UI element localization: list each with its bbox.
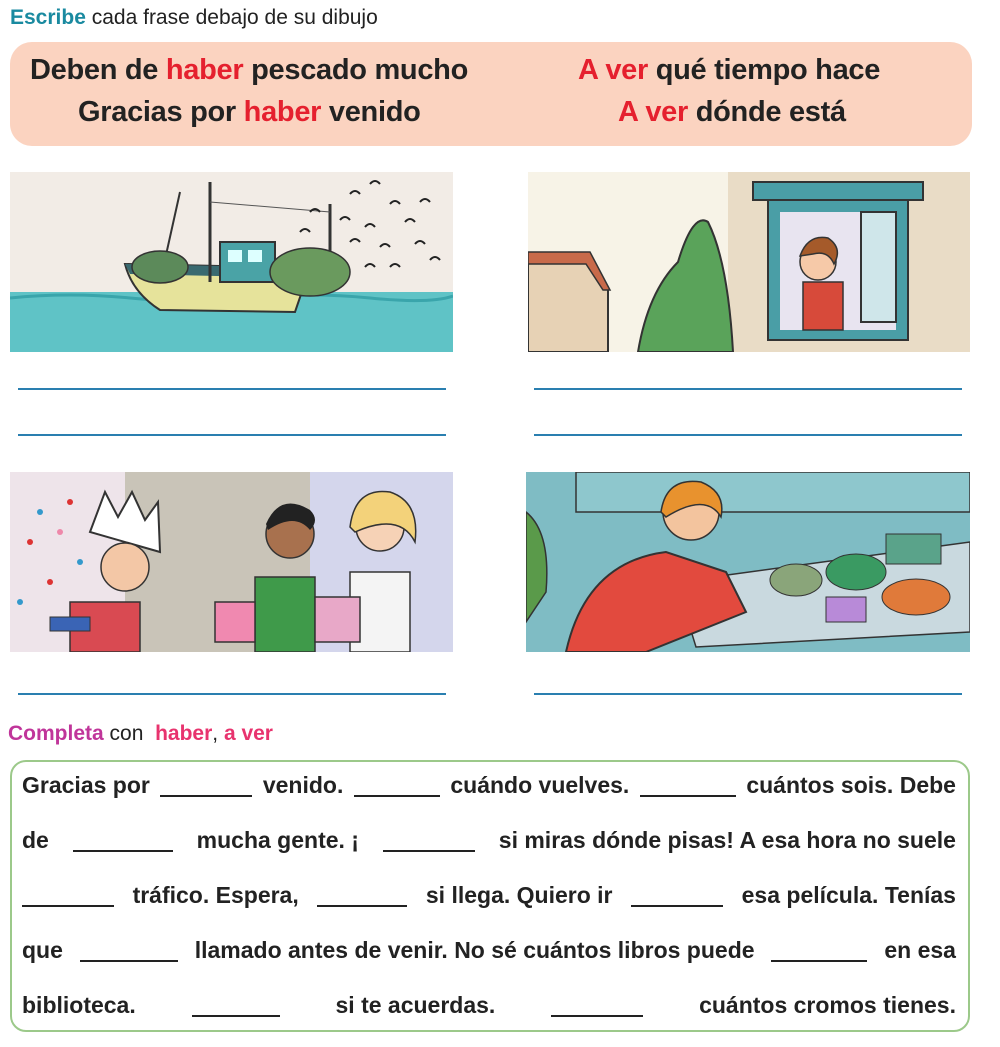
- answer-line-2a[interactable]: [534, 388, 962, 390]
- paragraph-text: esa película. Tenías: [741, 882, 956, 908]
- answer-line-4[interactable]: [534, 693, 962, 695]
- sentence-2: Gracias por haber venido: [78, 96, 421, 128]
- illustration-person-at-window: [528, 172, 970, 352]
- sentence-1: Deben de haber pescado mucho: [30, 54, 469, 86]
- illustration-boy-searching-box: [526, 472, 970, 652]
- fill-in-paragraph: [22, 758, 956, 1033]
- blank-input[interactable]: [631, 885, 723, 907]
- paragraph-row: [22, 813, 956, 868]
- blank-input[interactable]: [317, 885, 407, 907]
- sentence-4: A ver dónde está: [618, 96, 846, 128]
- paragraph-text: si llega. Quiero ir: [425, 882, 613, 908]
- paragraph-text: tráfico. Espera,: [132, 882, 299, 908]
- paragraph-text: cuántos cromos tienes.: [699, 992, 956, 1018]
- blank-input[interactable]: [551, 995, 643, 1017]
- paragraph-text: si miras dónde pisas! A esa hora no suele: [498, 827, 956, 853]
- blank-input[interactable]: [22, 885, 114, 907]
- illustration-fishing-boat: [10, 172, 453, 352]
- instruction-verb: Escribe: [10, 6, 86, 29]
- sentence-3: A ver qué tiempo hace: [578, 54, 881, 86]
- blank-input[interactable]: [192, 995, 280, 1017]
- blank-input[interactable]: [73, 830, 173, 852]
- blank-input[interactable]: [160, 775, 252, 797]
- blank-input[interactable]: [640, 775, 736, 797]
- instruction-mid: con: [109, 722, 144, 745]
- paragraph-row: [22, 923, 956, 978]
- illustration-party-guests: [10, 472, 453, 652]
- paragraph-text: en esa: [884, 937, 956, 963]
- answer-line-1b[interactable]: [18, 434, 446, 436]
- instruction-complete: [8, 722, 273, 746]
- paragraph-text: de: [22, 827, 49, 853]
- blank-input[interactable]: [354, 775, 440, 797]
- paragraph-text: mucha gente. ¡: [196, 827, 359, 853]
- blank-input[interactable]: [80, 940, 178, 962]
- instruction-verb-2: Completa: [8, 722, 104, 745]
- paragraph-row: [22, 868, 956, 923]
- instruction-text: cada frase debajo de su dibujo: [91, 6, 378, 29]
- word-a-ver: a ver: [223, 722, 273, 745]
- paragraph-text: Gracias por: [22, 772, 150, 798]
- blank-input[interactable]: [771, 940, 867, 962]
- word-haber: haber: [155, 722, 213, 745]
- answer-line-3[interactable]: [18, 693, 446, 695]
- answer-line-1a[interactable]: [18, 388, 446, 390]
- paragraph-text: si te acuerdas.: [335, 992, 496, 1018]
- answer-line-2b[interactable]: [534, 434, 962, 436]
- paragraph-text: cuántos sois. Debe: [746, 772, 956, 798]
- word-separator: ,: [212, 722, 219, 745]
- blank-input[interactable]: [383, 830, 475, 852]
- paragraph-row: [22, 758, 956, 813]
- paragraph-text: venido.: [262, 772, 344, 798]
- paragraph-text: biblioteca.: [22, 992, 136, 1018]
- paragraph-row: [22, 978, 956, 1033]
- paragraph-text: que: [22, 937, 63, 963]
- paragraph-text: llamado antes de venir. No sé cuántos libros puede: [194, 937, 755, 963]
- instruction-write: [10, 6, 378, 30]
- paragraph-text: cuándo vuelves.: [450, 772, 630, 798]
